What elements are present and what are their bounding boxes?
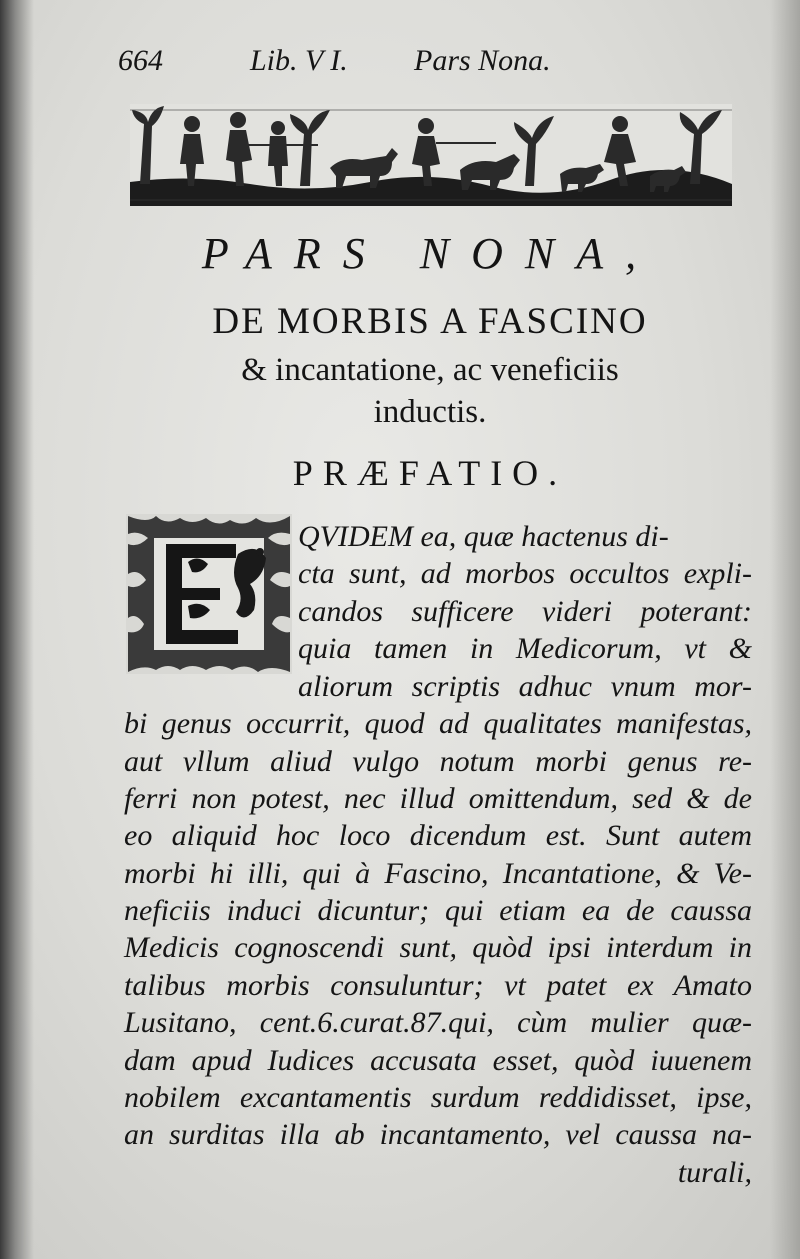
body-line: cta sunt, ad morbos occultos expli-: [298, 557, 752, 590]
body-line: QVIDEM ea, quæ hactenus di-: [298, 520, 669, 553]
page-number: 664: [118, 44, 163, 77]
body-line: an surditas illa ab incantamento, vel caussa na-: [124, 1118, 752, 1151]
body-line: bi genus occurrit, quod ad qualitates manifestas,: [124, 707, 752, 740]
gutter-shadow: [0, 0, 34, 1259]
body-line: nobilem excantamentis surdum reddidisset, ipse,: [124, 1081, 752, 1114]
body-line: talibus morbis consuluntur; vt patet ex Amato: [124, 969, 752, 1002]
woodcut-hunting-scene-illustration: [130, 104, 732, 206]
body-line: aliorum scriptis adhuc vnum mor-: [298, 670, 752, 703]
body-line: neficiis induci dicuntur; qui etiam ea de caussa: [124, 894, 752, 927]
body-line: dam apud Iudices accusata esset, quòd iuuenem: [124, 1044, 752, 1077]
body-line: aut vllum aliud vulgo notum morbi genus re-: [124, 745, 752, 778]
body-line: Medicis cognoscendi sunt, quòd ipsi interdum in: [124, 931, 752, 964]
body-line: quia tamen in Medicorum, vt &: [298, 632, 752, 665]
body-line: eo aliquid hoc loco dicendum est. Sunt autem: [124, 819, 752, 852]
part-label: Pars Nona.: [414, 44, 551, 77]
body-line: Lusitano, cent.6.curat.87.qui, cùm mulier quæ-: [124, 1006, 752, 1039]
page-edge: [770, 0, 800, 1259]
section-heading-line-3: inductis.: [373, 394, 487, 430]
section-heading-line-2: & incantatione, ac veneficiis: [241, 352, 619, 388]
body-line: candos sufficere videri poterant:: [298, 595, 752, 628]
body-line: morbi hi illi, qui à Fascino, Incantatione, & Ve-: [124, 857, 752, 890]
catchword: turali,: [677, 1156, 752, 1189]
running-head: [118, 44, 588, 84]
book-label: Lib. V I.: [250, 44, 348, 77]
section-heading: DE MORBIS A FASCINO: [212, 301, 648, 342]
part-title: PARS NONA,: [201, 229, 659, 278]
decorated-initial-e-icon: [126, 514, 292, 674]
body-line: ferri non potest, nec illud omittendum, sed & de: [124, 782, 752, 815]
praefatio-heading: PRÆFATIO.: [292, 453, 568, 493]
